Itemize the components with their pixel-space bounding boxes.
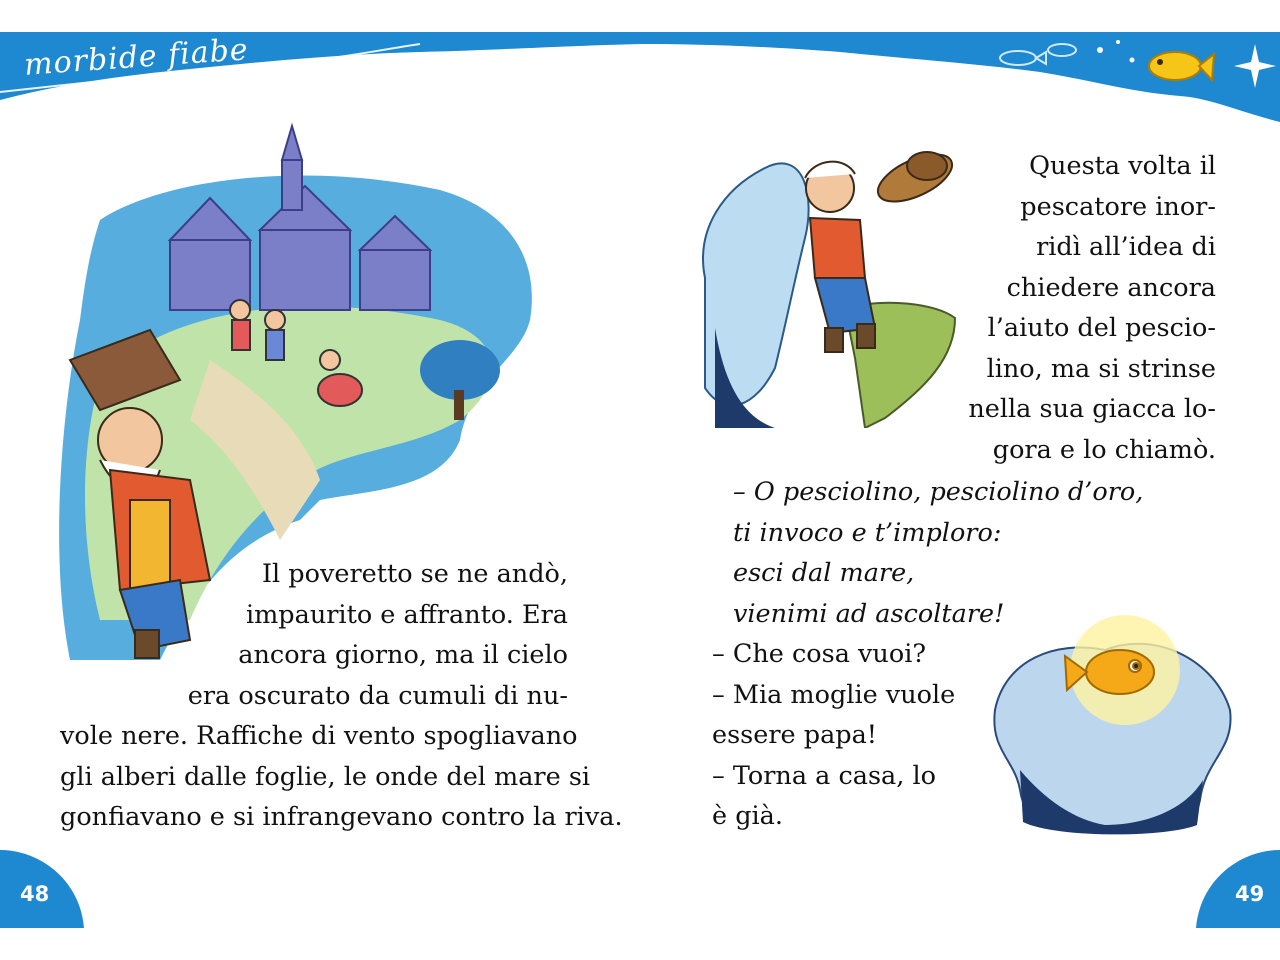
- text-line: ridì all’idea di: [1036, 232, 1216, 262]
- verse-line: ti invoco e t’imploro:: [733, 517, 1002, 548]
- text-line: chiedere ancora: [1006, 272, 1216, 303]
- right-intro-paragraph: [940, 146, 1216, 470]
- dialogue-line: – Mia moglie vuole: [712, 679, 956, 710]
- verse-line: esci dal mare,: [733, 558, 915, 588]
- text-line: impaurito e affranto. Era: [245, 599, 568, 630]
- text-line: ancora giorno, ma il cielo: [238, 640, 568, 670]
- page-number-right: 49: [1235, 882, 1265, 906]
- dialogue-block: [712, 634, 972, 837]
- text-line: l’aiuto del pescio-: [987, 313, 1216, 343]
- dialogue-line: essere papa!: [712, 720, 878, 750]
- fisherman-cliff-illustration: [665, 128, 985, 428]
- text-line: vole nere. Raffiche di vento spogliavano: [60, 721, 578, 751]
- text-line: nella sua giacca lo-: [968, 394, 1216, 424]
- dialogue-line: – Torna a casa, lo: [712, 760, 936, 791]
- fisherman-figure: [805, 162, 875, 352]
- page-number-left: 48: [20, 882, 50, 906]
- verse-line: vienimi ad ascoltare!: [733, 598, 1005, 629]
- text-line: era oscurato da cumuli di nu-: [187, 680, 568, 711]
- dialogue-line: – Che cosa vuoi?: [712, 639, 927, 669]
- verse-line: – O pesciolino, pesciolino d’oro,: [733, 477, 1144, 507]
- series-title: morbide fiabe: [23, 32, 250, 83]
- text-line: gonfiavano e si infrangevano contro la riva.: [60, 802, 623, 832]
- golden-fish-wave-illustration: [975, 600, 1245, 840]
- text-line: gli alberi dalle foglie, le onde del mare si: [60, 761, 591, 792]
- text-line: lino, ma si strinse: [986, 353, 1216, 384]
- text-line: Il poveretto se ne andò,: [261, 559, 568, 589]
- left-paragraph: [60, 554, 623, 838]
- dialogue-line: è già.: [712, 801, 783, 831]
- text-line: gora e lo chiamò.: [992, 434, 1216, 465]
- text-line: Questa volta il: [1029, 151, 1216, 181]
- header-band: [0, 0, 1280, 130]
- text-line: pescatore inor-: [1020, 191, 1216, 222]
